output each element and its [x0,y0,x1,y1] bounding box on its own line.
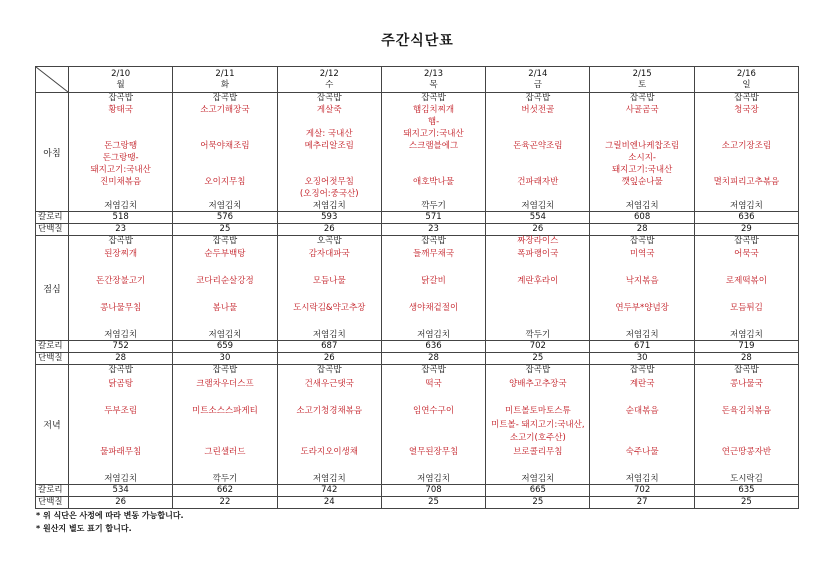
menu-item [382,460,485,470]
protein-label: 단백질 [36,224,69,236]
menu-item: 오징어젓무침 [304,177,354,187]
lunch-calorie-row [36,341,799,353]
protein-value: 25 [486,497,590,509]
menu-item [173,420,276,430]
calorie-value: 659 [173,341,277,353]
menu-item: 잡곡밥 [734,236,759,246]
dinner-row [36,365,799,485]
menu-item: 잡곡밥 [629,93,655,103]
menu-item: 애호박나물 [413,177,455,187]
lunch-row [36,236,799,341]
menu-item [69,392,172,402]
day-date: 2/14 [528,68,548,79]
calorie-value: 636 [381,341,485,353]
menu-item [590,317,693,327]
menu-item [486,153,589,163]
menu-item: 오이지무침 [204,177,246,187]
menu-item: 저염김치 [312,474,346,484]
protein-value: 26 [486,224,590,236]
menu-item: 건새우근댓국 [304,378,354,389]
protein-value: 22 [173,497,277,509]
menu-item: 저염김치 [521,201,555,211]
menu-item [486,317,589,327]
menu-cell [694,236,798,341]
menu-item [695,165,798,175]
menu-item [278,317,381,327]
breakfast-label: 아침 [36,93,69,212]
breakfast-calorie-row [36,212,799,224]
menu-item [173,263,276,273]
calorie-label: 칼로리 [36,485,69,497]
menu-item: 돼지고기:국내산 [90,165,151,175]
menu-item [382,153,485,163]
menu-item [69,420,172,430]
protein-value: 25 [486,353,590,365]
menu-cell [277,93,381,212]
dinner-protein-row [36,497,799,509]
menu-item [486,460,589,470]
menu-item: 모듬나물 [312,276,346,287]
menu-item: 저염김치 [730,201,763,211]
menu-item: 게살죽 [316,105,342,115]
lunch-protein-row [36,353,799,365]
menu-item [695,129,798,139]
menu-item: (오징어:중국산) [299,189,359,199]
menu-item [173,433,276,443]
menu-item [590,433,693,443]
menu-item: 잡곡밥 [316,93,342,103]
menu-item [486,263,589,273]
menu-item: 저염김치 [417,474,450,484]
protein-value: 28 [590,224,694,236]
calorie-value: 742 [277,485,381,497]
menu-item: 잡곡밥 [421,93,446,103]
day-header [69,67,173,93]
menu-item: 저염김치 [104,329,138,340]
menu-item: 저염김치 [625,474,659,484]
calorie-value: 635 [694,485,798,497]
calorie-value: 608 [590,212,694,224]
menu-item [173,117,276,127]
menu-item: 잡곡밥 [212,93,238,103]
day-date: 2/11 [215,68,235,79]
menu-item: 잡곡밥 [108,236,133,246]
menu-cell [590,93,694,212]
protein-label: 단백질 [36,353,69,365]
menu-cell [69,236,173,341]
notes [36,509,184,535]
menu-item [695,153,798,163]
day-date: 2/12 [319,68,339,79]
menu-item: 멸치피리고추볶음 [713,177,780,187]
menu-item: 황태국 [108,105,133,115]
day-date: 2/10 [111,68,131,79]
menu-cell [381,236,485,341]
menu-item: 청국장 [734,105,759,115]
protein-value: 28 [381,353,485,365]
protein-value: 30 [173,353,277,365]
day-date: 2/15 [632,68,652,79]
menu-item: 미트볼- 돼지고기:국내산, [491,419,585,430]
menu-item: 계란후라이 [517,276,559,287]
calorie-value: 554 [486,212,590,224]
menu-item: 낙지볶음 [625,276,659,287]
menu-item: 물파래무침 [100,446,142,457]
menu-item [590,392,693,402]
protein-value: 26 [277,224,381,236]
calorie-value: 576 [173,212,277,224]
menu-item: 로제떡볶이 [725,276,767,287]
lunch-label: 점심 [36,236,69,341]
menu-item: 크램차우더스프 [196,378,254,389]
menu-item: 짜장라이스 [517,236,559,246]
menu-item [695,117,798,127]
protein-value: 26 [277,353,381,365]
menu-item [590,460,693,470]
calorie-label: 칼로리 [36,212,69,224]
menu-item [173,290,276,300]
menu-item: 잡곡밥 [734,93,759,103]
page-title: 주간식단표 [381,33,454,49]
calorie-value: 636 [694,212,798,224]
menu-item: 소고기(호주산) [509,433,566,444]
menu-item: 연두부*양념장 [615,303,669,314]
menu-item [278,460,381,470]
menu-item: 콩나물무침 [100,303,142,314]
calorie-value: 671 [590,341,694,353]
menu-item: 미역국 [629,249,655,260]
protein-value: 28 [694,353,798,365]
menu-item: 잡곡밥 [525,93,551,103]
menu-item: 잡곡밥 [108,93,133,103]
menu-item: 깍두기 [212,474,238,484]
menu-item [69,129,172,139]
menu-item: 게살: 국내산 [305,129,353,139]
menu-item: 잡곡밥 [316,365,342,375]
menu-item: 순두부백탕 [204,249,246,260]
menu-item [173,317,276,327]
calorie-value: 534 [69,485,173,497]
menu-item: 저염김치 [312,329,346,340]
menu-item: 건파래자반 [517,177,559,187]
menu-item [590,189,693,199]
day-of-week: 토 [638,79,647,90]
menu-item [278,290,381,300]
menu-item [695,189,798,199]
menu-item [486,165,589,175]
menu-item: 그릴비엔나케찹조림 [605,141,680,151]
calorie-value: 687 [277,341,381,353]
menu-cell [69,365,173,485]
menu-item: 잡곡밥 [421,365,446,375]
calorie-value: 518 [69,212,173,224]
menu-item: 닭갈비 [421,276,446,287]
menu-item: 콩나물국 [730,378,763,389]
protein-label: 단백질 [36,497,69,509]
menu-item [382,433,485,443]
menu-cell [381,93,485,212]
calorie-value: 702 [486,341,590,353]
menu-cell [590,365,694,485]
menu-item [278,433,381,443]
menu-item: 도라지오이생채 [300,446,358,457]
menu-item [382,420,485,430]
protein-value: 25 [694,497,798,509]
menu-item: 코다리순살강정 [196,276,254,287]
menu-item: 소고기청경채볶음 [296,405,363,416]
menu-item: 메추리알조림 [304,141,354,151]
menu-item [695,460,798,470]
menu-item: 잡곡밥 [421,236,446,246]
menu-item: 두부조림 [104,405,138,416]
menu-item [486,189,589,199]
menu-item [382,392,485,402]
menu-item: 사골곰국 [625,105,659,115]
menu-cell [486,236,590,341]
protein-value: 25 [381,497,485,509]
menu-cell [69,93,173,212]
menu-item: 저염김치 [625,329,659,340]
day-of-week: 수 [325,79,334,90]
menu-item: 저염김치 [730,329,763,340]
menu-item: 어묵야채조림 [200,141,250,151]
menu-item [69,290,172,300]
menu-cell [173,236,277,341]
breakfast-row [36,93,799,212]
menu-cell [277,236,381,341]
breakfast-protein-row [36,224,799,236]
menu-item: 양배추고추장국 [509,378,567,389]
calorie-value: 719 [694,341,798,353]
menu-item [695,420,798,430]
menu-item [173,392,276,402]
protein-value: 23 [69,224,173,236]
calorie-value: 662 [173,485,277,497]
menu-item: 저염김치 [312,201,346,211]
calorie-label: 칼로리 [36,341,69,353]
protein-value: 28 [69,353,173,365]
calorie-value: 708 [381,485,485,497]
menu-item: 잡곡밥 [734,365,759,375]
menu-item: 잡곡밥 [525,365,551,375]
menu-item: 미트소스스파게티 [192,405,258,416]
menu-item [69,433,172,443]
menu-item: 된장찌개 [104,249,138,260]
protein-value: 26 [69,497,173,509]
menu-item: 어묵국 [734,249,759,260]
menu-item: 진미채볶음 [100,177,142,187]
menu-item [173,460,276,470]
menu-item [278,153,381,163]
menu-item [486,290,589,300]
menu-item [590,290,693,300]
menu-item: 소고기장조림 [721,141,772,151]
menu-item: 돼지고기:국내산 [611,165,673,175]
menu-item: 소시지- [628,153,656,163]
menu-item [590,420,693,430]
menu-cell [173,93,277,212]
day-date: 2/16 [736,68,756,79]
menu-item [590,263,693,273]
menu-item [69,117,172,127]
menu-item [486,392,589,402]
menu-cell [486,93,590,212]
menu-item: 폭파랭이국 [517,249,559,260]
menu-item [69,189,172,199]
calorie-value: 571 [381,212,485,224]
menu-item: 열무된장무침 [408,446,459,457]
menu-item [695,290,798,300]
dinner-label: 저녁 [36,365,69,485]
menu-item [278,420,381,430]
header-corner [36,67,69,93]
menu-item: 도시락김 [730,474,763,484]
menu-item: 깍두기 [525,329,551,340]
day-header [173,67,277,93]
menu-item: 연근땅콩자반 [721,446,772,457]
weekly-menu-table [35,66,799,509]
calorie-value: 752 [69,341,173,353]
menu-item: 저염김치 [208,201,242,211]
menu-item [278,263,381,273]
menu-item [278,117,381,127]
calorie-value: 702 [590,485,694,497]
menu-cell [381,365,485,485]
protein-value: 29 [694,224,798,236]
menu-item: 저염김치 [417,329,450,340]
menu-item: 버섯전골 [521,105,555,115]
header-row [36,67,799,93]
menu-item [486,129,589,139]
menu-item [278,165,381,175]
menu-item: 계란국 [629,378,655,389]
menu-item: 감자대파국 [308,249,350,260]
menu-item: 봄나물 [212,303,238,314]
calorie-value: 593 [277,212,381,224]
menu-item: 잡곡밥 [212,365,238,375]
day-header [694,67,798,93]
menu-item: 도시락김&약고추장 [293,303,366,314]
menu-item [278,392,381,402]
menu-item [486,117,589,127]
menu-item [69,317,172,327]
menu-item [695,263,798,273]
menu-item: 순대볶음 [625,405,659,416]
menu-item: 스크램블에그 [408,141,459,151]
menu-item [695,433,798,443]
menu-item: 잡곡밥 [629,365,655,375]
menu-item: 잡곡밥 [108,365,133,375]
menu-item [695,392,798,402]
day-header [277,67,381,93]
menu-item: 생야채겉절이 [408,303,459,314]
menu-cell [486,365,590,485]
menu-item: 임연수구이 [413,405,455,416]
menu-item: 저염김치 [104,201,138,211]
day-of-week: 금 [533,79,542,90]
menu-item: 모듬튀김 [730,303,763,314]
menu-item: 떡국 [425,378,442,389]
menu-item: 잡곡밥 [212,236,238,246]
menu-item: 돈간장불고기 [96,276,146,287]
protein-value: 25 [173,224,277,236]
calorie-value: 665 [486,485,590,497]
menu-cell [694,365,798,485]
day-of-week: 목 [429,79,438,90]
menu-item: 들깨무채국 [413,249,455,260]
menu-item [173,153,276,163]
menu-item [382,317,485,327]
protein-value: 30 [590,353,694,365]
day-header [590,67,694,93]
menu-cell [277,365,381,485]
day-of-week: 월 [116,79,125,90]
menu-item [382,189,485,199]
menu-item: 돈그랑땡- [102,153,139,163]
menu-item [173,129,276,139]
menu-item [695,317,798,327]
protein-value: 23 [381,224,485,236]
menu-item: 저염김치 [208,329,242,340]
menu-item: 햄- [427,117,440,127]
menu-item: 저염김치 [521,474,555,484]
menu-item: 닭곰탕 [108,378,133,389]
menu-item [69,263,172,273]
menu-cell [173,365,277,485]
menu-item: 미트볼토마토스튜 [504,405,571,416]
menu-item [382,290,485,300]
note-1: * 위 식단은 사정에 따라 변동 가능합니다. [36,511,184,520]
note-2: * 원산지 별도 표기 합니다. [36,524,132,533]
menu-item: 소고기해장국 [200,105,250,115]
menu-item: 돼지고기:국내산 [403,129,464,139]
menu-cell [694,93,798,212]
day-date: 2/13 [423,68,444,79]
menu-item: 오곡밥 [316,236,342,246]
menu-item [382,165,485,175]
menu-item: 잡곡밥 [629,236,655,246]
day-of-week: 일 [742,79,751,90]
day-header [381,67,485,93]
menu-item: 돈육곤약조림 [513,141,563,151]
day-of-week: 화 [220,79,230,90]
menu-item: 돈육김치볶음 [721,405,772,416]
menu-item [69,460,172,470]
menu-item [173,165,276,175]
menu-item [173,189,276,199]
menu-item: 숙주나물 [625,446,659,457]
menu-item [382,263,485,273]
menu-item: 돈그랑땡 [104,141,138,151]
menu-item: 저염김치 [625,201,659,211]
menu-item [590,117,693,127]
menu-item [590,129,693,139]
menu-item: 깻잎순나물 [621,177,663,187]
menu-cell [590,236,694,341]
menu-item: 깍두기 [421,201,446,211]
day-header [486,67,590,93]
protein-value: 24 [277,497,381,509]
protein-value: 27 [590,497,694,509]
menu-item: 저염김치 [104,474,138,484]
dinner-calorie-row [36,485,799,497]
menu-item: 브로콜리무침 [513,446,563,457]
menu-item [486,303,589,313]
menu-item: 그린샐러드 [204,446,246,457]
menu-item: 햄김치찌개 [413,105,455,115]
